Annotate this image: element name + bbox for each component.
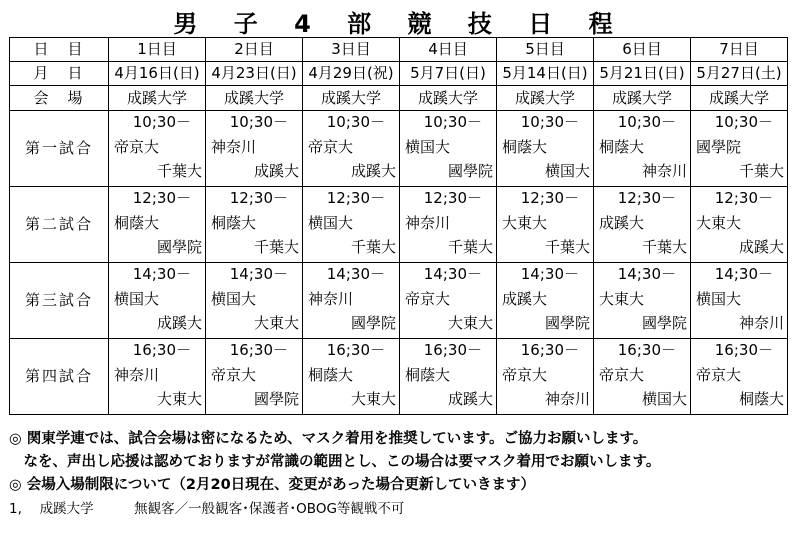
home-team: 大東大 [696,214,742,232]
game-row [10,339,788,415]
date-cell: 5月21日(日) [594,62,691,86]
home-team: 成蹊大 [599,214,645,232]
date-cell: 4月29日(祝) [303,62,400,86]
match-time: 12;30－ [714,189,773,207]
date-cell: 4月23日(日) [206,62,303,86]
match-cell [303,111,400,187]
day-cell: 7日目 [691,38,788,62]
home-team: 桐蔭大 [405,366,451,384]
match-cell [691,339,788,415]
match-time: 14;30－ [617,265,676,283]
away-team: 千葉大 [738,162,784,180]
match-time: 14;30－ [132,265,191,283]
match-cell [594,339,691,415]
match-cell [206,263,303,339]
match-cell [594,111,691,187]
page-title: 男 子 4 部 競 技 日 程 [173,10,627,38]
match-cell [206,187,303,263]
game-row [10,263,788,339]
away-team: 大東大 [156,390,202,408]
note-cheering-policy: なを、声出し応援は認めておりますが常識の範囲とし、この場合は要マスク着用でお願いします。 [9,454,661,470]
home-team: 神奈川 [405,214,451,232]
match-cell [303,263,400,339]
venue-cell: 成蹊大学 [206,86,303,111]
match-cell [691,263,788,339]
away-team: 神奈川 [641,162,687,180]
home-team: 成蹊大 [502,290,548,308]
home-team: 桐蔭大 [502,138,548,156]
away-team: 國學院 [350,314,396,332]
note-mask-recommendation: ◎ 関東学連では、試合会場は密になるため、マスク着用を推奨しています。ご協力お願いします。 [9,431,648,447]
home-team: 神奈川 [308,290,354,308]
day-cell: 4日目 [400,38,497,62]
match-cell [400,263,497,339]
home-team: 大東大 [502,214,548,232]
match-cell [497,111,594,187]
venue-cell: 成蹊大学 [594,86,691,111]
match-cell [206,111,303,187]
match-time: 14;30－ [229,265,288,283]
home-team: 横国大 [211,290,257,308]
away-team: 千葉大 [253,238,299,256]
match-time: 10;30－ [423,113,482,131]
away-team: 神奈川 [738,314,784,332]
match-time: 12;30－ [617,189,676,207]
game-label: 第三試合 [10,263,109,339]
match-time: 16;30－ [326,341,385,359]
date-cell: 4月16日(日) [109,62,206,86]
away-team: 千葉大 [641,238,687,256]
game-row [10,111,788,187]
away-team: 桐蔭大 [738,390,784,408]
game-label: 第四試合 [10,339,109,415]
venue-cell: 成蹊大学 [303,86,400,111]
match-time: 16;30－ [423,341,482,359]
match-time: 16;30－ [520,341,579,359]
day-row-header: 日 目 [10,38,109,62]
home-team: 帝京大 [502,366,548,384]
venue-cell: 成蹊大学 [691,86,788,111]
home-team: 桐蔭大 [599,138,645,156]
schedule-table [9,37,788,415]
match-time: 16;30－ [229,341,288,359]
match-time: 14;30－ [326,265,385,283]
date-row [10,62,788,86]
match-cell [400,339,497,415]
match-time: 12;30－ [423,189,482,207]
home-team: 横国大 [114,290,160,308]
day-cell: 1日目 [109,38,206,62]
match-time: 10;30－ [714,113,773,131]
away-team: 國學院 [156,238,202,256]
home-team: 帝京大 [114,138,160,156]
away-team: 國學院 [544,314,590,332]
venue-row [10,86,788,111]
date-cell: 5月14日(日) [497,62,594,86]
game-label: 第二試合 [10,187,109,263]
venue-cell: 成蹊大学 [400,86,497,111]
home-team: 帝京大 [696,366,742,384]
match-time: 14;30－ [520,265,579,283]
away-team: 國學院 [447,162,493,180]
note-venue-restriction: 1, 成蹊大学 無観客／一般観客･保護者･OBOG等観戦不可 [9,501,405,517]
home-team: 帝京大 [599,366,645,384]
match-cell [109,111,206,187]
home-team: 桐蔭大 [211,214,257,232]
match-time: 14;30－ [423,265,482,283]
match-time: 10;30－ [617,113,676,131]
home-team: 帝京大 [405,290,451,308]
home-team: 横国大 [696,290,742,308]
match-time: 12;30－ [229,189,288,207]
match-cell [497,187,594,263]
away-team: 千葉大 [350,238,396,256]
day-cell: 3日目 [303,38,400,62]
match-time: 12;30－ [326,189,385,207]
match-cell [594,187,691,263]
match-cell [109,339,206,415]
match-time: 10;30－ [326,113,385,131]
game-row [10,187,788,263]
away-team: 横国大 [641,390,687,408]
game-label: 第一試合 [10,111,109,187]
away-team: 國學院 [253,390,299,408]
home-team: 帝京大 [308,138,354,156]
match-time: 10;30－ [132,113,191,131]
home-team: 神奈川 [211,138,257,156]
match-time: 12;30－ [520,189,579,207]
away-team: 神奈川 [544,390,590,408]
match-cell [691,111,788,187]
match-cell [594,263,691,339]
day-cell: 6日目 [594,38,691,62]
away-team: 大東大 [253,314,299,332]
home-team: 神奈川 [114,366,160,384]
away-team: 國學院 [641,314,687,332]
away-team: 大東大 [447,314,493,332]
away-team: 千葉大 [544,238,590,256]
away-team: 成蹊大 [350,162,396,180]
away-team: 成蹊大 [253,162,299,180]
match-time: 10;30－ [229,113,288,131]
match-cell [691,187,788,263]
away-team: 成蹊大 [156,314,202,332]
match-time: 16;30－ [714,341,773,359]
match-cell [109,263,206,339]
away-team: 大東大 [350,390,396,408]
match-time: 16;30－ [132,341,191,359]
away-team: 成蹊大 [738,238,784,256]
date-cell: 5月27日(土) [691,62,788,86]
note-entry-restriction-heading: ◎ 会場入場制限について（2月20日現在、変更があった場合更新していきます） [9,477,536,493]
match-cell [497,339,594,415]
day-row [10,38,788,62]
day-cell: 2日目 [206,38,303,62]
match-time: 12;30－ [132,189,191,207]
away-team: 横国大 [544,162,590,180]
home-team: 帝京大 [211,366,257,384]
match-cell [206,339,303,415]
away-team: 千葉大 [156,162,202,180]
match-cell [303,339,400,415]
venue-cell: 成蹊大学 [497,86,594,111]
home-team: 桐蔭大 [308,366,354,384]
venue-row-header: 会 場 [10,86,109,111]
home-team: 桐蔭大 [114,214,160,232]
match-time: 16;30－ [617,341,676,359]
date-row-header: 月 日 [10,62,109,86]
home-team: 横国大 [405,138,451,156]
date-cell: 5月7日(日) [400,62,497,86]
home-team: 横国大 [308,214,354,232]
home-team: 大東大 [599,290,645,308]
match-cell [400,111,497,187]
match-cell [109,187,206,263]
away-team: 千葉大 [447,238,493,256]
match-time: 10;30－ [520,113,579,131]
match-cell [303,187,400,263]
day-cell: 5日目 [497,38,594,62]
match-time: 14;30－ [714,265,773,283]
match-cell [497,263,594,339]
match-cell [400,187,497,263]
home-team: 國學院 [696,138,742,156]
venue-cell: 成蹊大学 [109,86,206,111]
away-team: 成蹊大 [447,390,493,408]
